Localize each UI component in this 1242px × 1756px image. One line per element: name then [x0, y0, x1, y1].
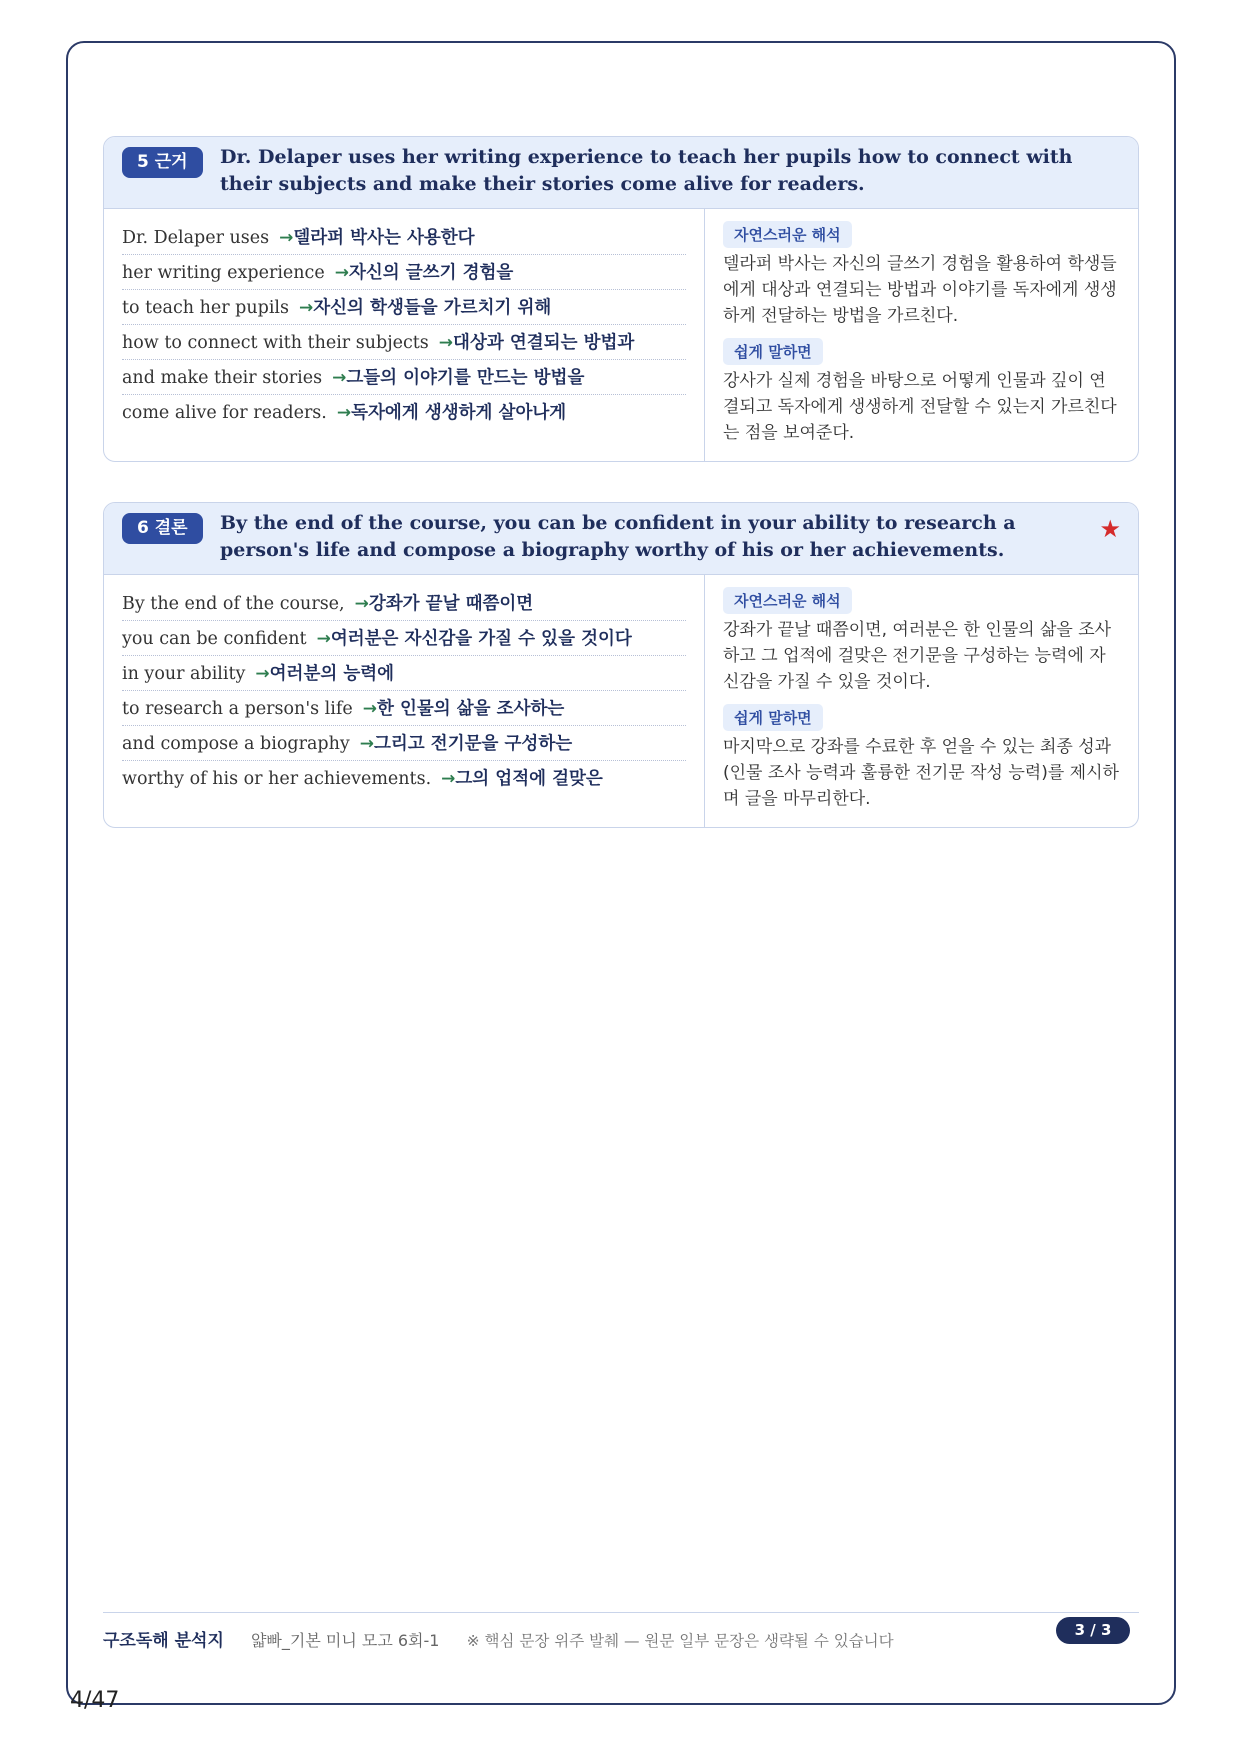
arrow-icon: →: [438, 333, 454, 353]
arrow-icon: →: [332, 368, 347, 388]
analysis-card-5: [103, 136, 1139, 462]
section-badge: 6 결론: [122, 513, 203, 544]
chunk-english: worthy of his or her achievements.: [122, 769, 432, 789]
chunk-row: [122, 256, 686, 290]
chunk-korean: 그의 업적에 걸맞은: [455, 769, 603, 789]
chunk-english: By the end of the course,: [122, 594, 345, 614]
page-number-badge: 3 / 3: [1056, 1617, 1130, 1644]
chunk-list: [104, 575, 704, 827]
chunk-korean: 여러분은 자신감을 가질 수 있을 것이다: [330, 629, 632, 649]
key-sentence: By the end of the course, you can be confident in your ability to research a person's life and compose a biography worthy of his or her achievements.: [220, 512, 1016, 561]
chunk-korean: 그들의 이야기를 만드는 방법을: [346, 368, 585, 388]
card-header: [104, 137, 1138, 209]
simple-explanation-label: 쉽게 말하면: [723, 338, 823, 365]
chunk-korean: 자신의 학생들을 가르치기 위해: [313, 298, 552, 318]
chunk-korean: 델라퍼 박사는 사용한다: [293, 228, 475, 248]
chunk-row: [122, 326, 686, 360]
simple-explanation: 마지막으로 강좌를 수료한 후 얻을 수 있는 최종 성과(인물 조사 능력과 훌륭한 전기문 작성 능력)를 제시하며 글을 마무리한다.: [723, 737, 1119, 809]
simple-explanation: 강사가 실제 경험을 바탕으로 어떻게 인물과 깊이 연결되고 독자에게 생생하게 전달할 수 있는지 가르친다는 점을 보여준다.: [723, 371, 1117, 443]
arrow-icon: →: [279, 228, 294, 248]
chunk-list: [104, 209, 704, 461]
arrow-icon: →: [299, 298, 314, 318]
arrow-icon: →: [354, 594, 369, 614]
natural-translation-label: 자연스러운 해석: [723, 221, 852, 248]
arrow-icon: →: [359, 734, 374, 754]
chunk-english: how to connect with their subjects: [122, 333, 429, 353]
chunk-row: [122, 727, 686, 761]
arrow-icon: →: [255, 664, 270, 684]
chunk-row: [122, 291, 686, 325]
card-body: [104, 209, 1138, 461]
chunk-row: [122, 587, 686, 621]
document-page-counter: 4/47: [70, 1688, 120, 1713]
chunk-english: to teach her pupils: [122, 298, 289, 318]
chunk-korean: 강좌가 끝날 때쯤이면: [368, 594, 534, 614]
chunk-english: and make their stories: [122, 368, 323, 388]
chunk-korean: 한 인물의 삶을 조사하는: [376, 699, 565, 719]
card-body: [104, 575, 1138, 827]
chunk-english: in your ability: [122, 664, 246, 684]
natural-translation-label: 자연스러운 해석: [723, 587, 852, 614]
chunk-english: Dr. Delaper uses: [122, 228, 270, 248]
chunk-english: come alive for readers.: [122, 403, 327, 423]
footer-title: 구조독해 분석지: [103, 1631, 224, 1651]
footer-test-name: 얇빠_기본 미니 모고 6회-1: [250, 1631, 440, 1650]
arrow-icon: →: [362, 699, 377, 719]
chunk-korean: 독자에게 생생하게 살아나게: [351, 403, 567, 423]
chunk-korean: 여러분의 능력에: [269, 664, 395, 684]
chunk-korean: 대상과 연결되는 방법과: [453, 333, 635, 353]
arrow-icon: →: [334, 263, 349, 283]
chunk-row: [122, 622, 686, 656]
simple-explanation-label: 쉽게 말하면: [723, 704, 823, 731]
natural-translation: 델라퍼 박사는 자신의 글쓰기 경험을 활용하여 학생들에게 대상과 연결되는 방법과 이야기를 독자에게 생생하게 전달하는 방법을 가르친다.: [723, 254, 1117, 326]
chunk-row: [122, 361, 686, 395]
chunk-english: you can be confident: [122, 629, 307, 649]
star-icon: ★: [1099, 515, 1121, 543]
chunk-row: [122, 396, 686, 430]
arrow-icon: →: [316, 629, 331, 649]
footer-divider: [103, 1612, 1139, 1613]
footer-note: ※ 핵심 문장 위주 발췌 — 원문 일부 문장은 생략될 수 있습니다: [466, 1632, 894, 1650]
section-badge: 5 근거: [122, 147, 203, 178]
arrow-icon: →: [441, 769, 456, 789]
natural-translation: 강좌가 끝날 때쯤이면, 여러분은 한 인물의 삶을 조사하고 그 업적에 걸맞은 전기문을 구성하는 능력에 자신감을 가질 수 있을 것이다.: [723, 620, 1112, 692]
key-sentence: Dr. Delaper uses her writing experience to teach her pupils how to connect with their subjects and make their stories come alive for readers.: [220, 146, 1073, 195]
translation-panel: [704, 209, 1138, 461]
analysis-card-6: [103, 502, 1139, 828]
chunk-row: [122, 692, 686, 726]
footer: [103, 1626, 894, 1651]
chunk-english: to research a person's life: [122, 699, 353, 719]
card-header: [104, 503, 1138, 575]
translation-panel: [704, 575, 1138, 827]
chunk-korean: 자신의 글쓰기 경험을: [348, 263, 514, 283]
chunk-english: and compose a biography: [122, 734, 350, 754]
chunk-row: [122, 762, 686, 796]
chunk-korean: 그리고 전기문을 구성하는: [373, 734, 573, 754]
chunk-row: [122, 221, 686, 255]
chunk-row: [122, 657, 686, 691]
chunk-english: her writing experience: [122, 263, 325, 283]
arrow-icon: →: [336, 403, 352, 423]
